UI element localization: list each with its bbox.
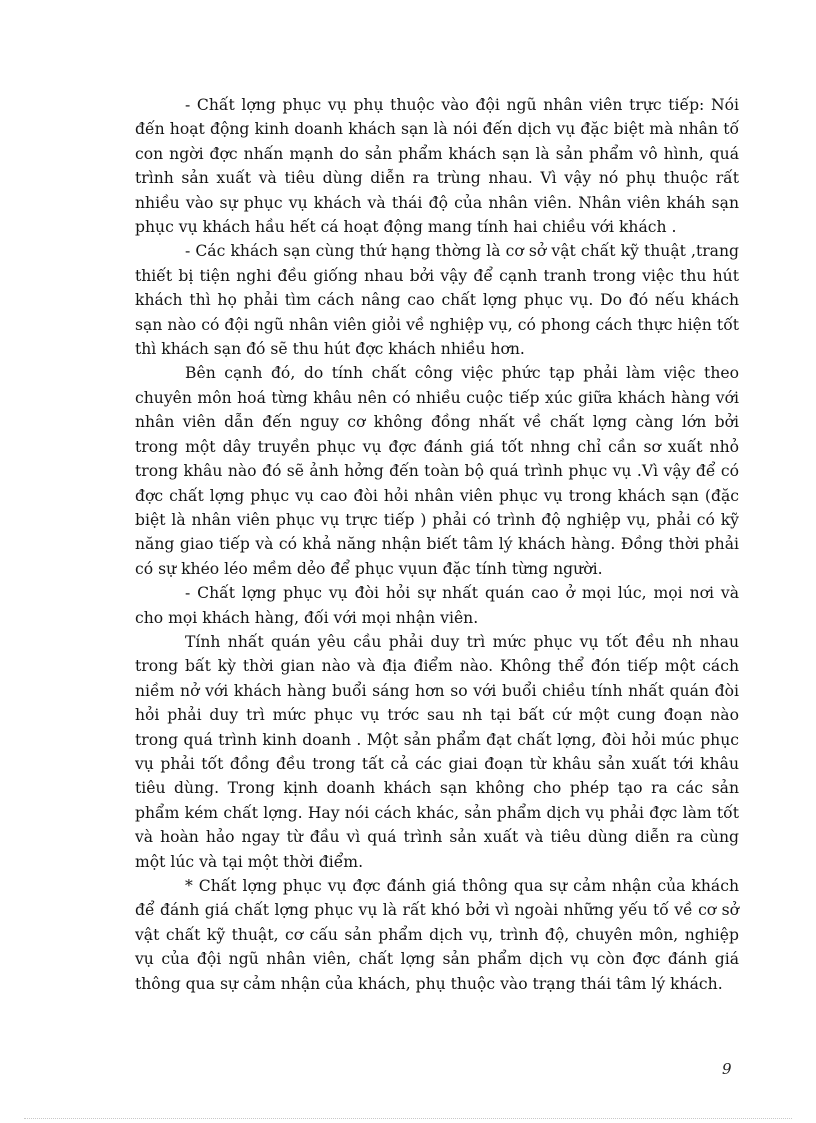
paragraph-complex-work: Bên cạnh đó, do tính chất công việc phức tạp phải làm việc theo chuyên môn hoá từng khâu nên có nhiều cuộc tiếp xúc giữa khách hàng với nhân viên dẫn đến nguy cơ không đồng nhất về chất lợng càng lớn bởi trong một dây truyền phục vụ đợc đánh giá tốt nhng chỉ cần sơ xuất nhỏ trong khâu nào đó sẽ ảnh hởng đến toàn bộ quá trình phục vụ .Vì vậy để có đợc chất lợng phục vụ cao đòi hỏi nhân viên phục vụ trong khách sạn (đặc biệt là nhân viên phục vụ trực tiếp ) phải có trình độ nghiệp vụ, phải có kỹ năng giao tiếp và có khả năng nhận biết tâm lý khách hàng. Đồng thời phải có sự khéo léo mềm dẻo để phục vụun đặc tính từng người. [135, 364, 739, 578]
page-bottom-divider [24, 1118, 792, 1119]
paragraph-customer-perception: * Chất lợng phục vụ đợc đánh giá thông qua sự cảm nhận của khách để đánh giá chất lợng phục vụ là rất khó bởi vì ngoài những yếu tố về cơ sở vật chất kỹ thuật, cơ cấu sản phẩm dịch vụ, trình độ, chuyên môn, nghiệp vụ của đội ngũ nhân viên, chất lợng sản phẩm dịch vụ còn đợc đánh giá thông qua sự cảm nhận của khách, phụ thuộc vào trạng thái tâm lý khách. [135, 877, 739, 993]
page-number: 9 [722, 1060, 732, 1078]
paragraph-service-quality-staff: - Chất lợng phục vụ phụ thuộc vào đội ngũ nhân viên trực tiếp: Nói đến hoạt động kinh doanh khách sạn là nói đến dịch vụ đặc biệt mà nhân tố con ngời đợc nhấn mạnh do sản phẩm khách sạn là sản phẩm vô hình, quá trình sản xuất và tiêu dùng diễn ra trùng nhau. Vì vậy nó phụ thuộc rất nhiều vào sự phục vụ khách và thái độ của nhân viên. Nhân viên kháh sạn phục vụ khách hầu hết cá hoạt động mang tính hai chiều với khách . [135, 96, 739, 237]
paragraph-consistency-requirement: - Chất lợng phục vụ đòi hỏi sự nhất quán cao ở mọi lúc, mọi nơi và cho mọi khách hàng, đối với mọi nhận viên. [135, 584, 739, 627]
paragraph-consistency-detail: Tính nhất quán yêu cầu phải duy trì mức phục vụ tốt đều nh nhau trong bất kỳ thời gian nào và địa điểm nào. Không thể đón tiếp một cách niềm nở với khách hàng buổi sáng hơn so với buổi chiều tính nhất quán đòi hỏi phải duy trì mức phục vụ trớc sau nh tại bất cứ một cung đoạn nào trong quá trình kinh doanh . Một sản phẩm đạt chất lợng, đòi hỏi múc phục vụ phải tốt đồng đều trong tất cả các giai đoạn từ khâu sản xuất tới khâu tiêu dùng. Trong kịnh doanh khách sạn không cho phép tạo ra các sản phẩm kém chất lợng. Hay nói cách khác, sản phẩm dịch vụ phải đợc làm tốt và hoàn hảo ngay từ đầu vì quá trình sản xuất và tiêu dùng diễn ra cùng một lúc và tại một thời điểm. [135, 632, 739, 871]
body-text [135, 93, 739, 996]
paragraph-same-class-hotels: - Các khách sạn cùng thứ hạng thờng là cơ sở vật chất kỹ thuật ,trang thiết bị tiện nghi đều giống nhau bởi vậy để cạnh tranh trong việc thu hút khách thì họ phải tìm cách nâng cao chất lợng phục vụ. Do đó nếu khách sạn nào có đội ngũ nhân viên giỏi về nghiệp vụ, có phong cách thực hiện tốt thì khách sạn đó sẽ thu hút đợc khách nhiều hơn. [135, 242, 739, 359]
